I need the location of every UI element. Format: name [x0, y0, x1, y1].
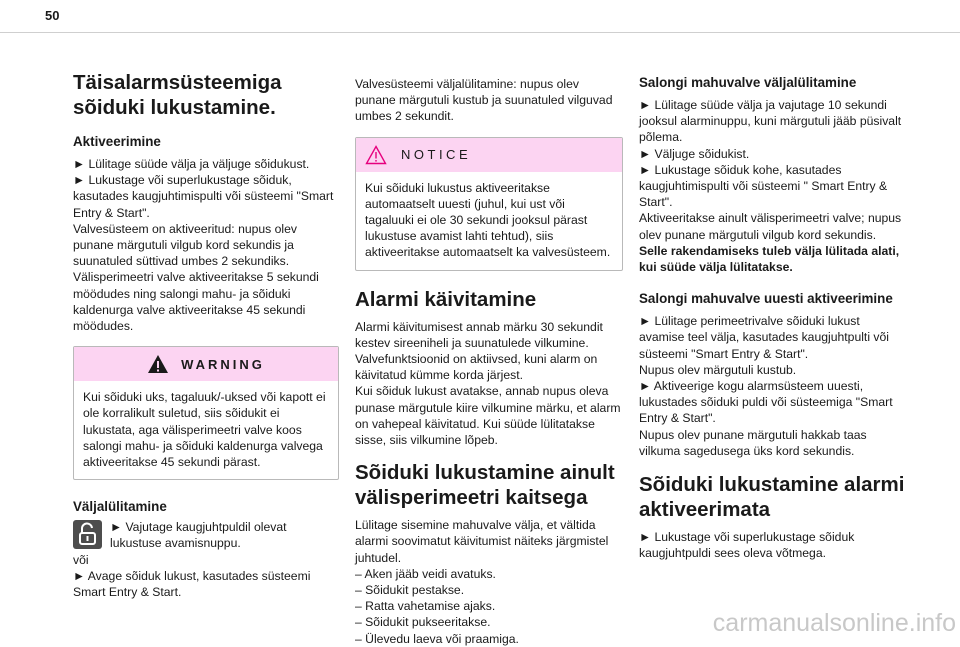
column-3 [639, 74, 905, 561]
no-alarm-lock-text: ► Lukustage või superlukustage sõiduk kaugjuhtpuldi sees oleva võtmega. [639, 530, 855, 561]
warning-header [74, 347, 338, 381]
alarm-trigger-title: Alarmi käivitamine [355, 287, 537, 311]
activation-heading: Aktiveerimine [73, 134, 161, 149]
or-text: või [73, 552, 89, 567]
interior-on-info: Nupus olev märgutuli kustub. [639, 362, 797, 377]
activation-step-1: ► Lülitage süüde välja ja väljuge sõidukust. [73, 157, 310, 171]
deactivation-result: Valvesüsteemi väljalülitamine: nupus olev punane märgutuli kustub ja suunatuled vilguvad umbes 2 sekundit. [355, 77, 613, 124]
interior-off-heading: Salongi mahuvalve väljalülitamine [639, 75, 857, 90]
column-2 [355, 76, 623, 647]
interior-on-step: ► Aktiveerige kogu alarmsüsteem uuesti, lukustades sõiduki puldi või süsteemiga "Smart Entry & Start". [639, 379, 893, 426]
deactivation-alt: ► Avage sõiduk lukust, kasutades süsteemi Smart Entry & Start. [73, 568, 311, 600]
activation-perimeter-info: Välisperimeetri valve aktiveeritakse 5 sekundi möödudes ning salongi mahu- ja sõiduki kaldenurga valve aktiveeritakse 45 sekundi möödudes. [73, 270, 319, 334]
header-divider [0, 32, 960, 33]
warning-text: Kui sõiduki uks, tagaluuk/-uksed või kapott ei ole korralikult suletud, siis sõidukit ei lukustata, aga välisperimeetri valve koos salongi mahu- ja sõiduki kaldenurga valvega aktiveeritakse 45 sekundi pärast. [83, 390, 326, 470]
deactivation-icon-row [73, 519, 339, 551]
perimeter-list-item: – Ülevedu laeva või praamiga. [355, 631, 519, 646]
column-1 [73, 70, 339, 600]
watermark: carmanualsonline.info [712, 609, 956, 637]
interior-off-info: Aktiveeritakse ainult välisperimeetri valve; nupus olev punane märgutuli vilgub kord sekundis. [639, 211, 902, 242]
perimeter-list-item: – Sõidukit pukseeritakse. [355, 615, 491, 630]
deactivation-icon-text: ► Vajutage kaugjuhtpuldil olevat lukustuse avamisnuppu. [110, 520, 287, 551]
activation-step-2: ► Lukustage või superlukustage sõiduk, kasutades kaugjuhtimispulti või süsteemi "Smart Entry & Start". [73, 173, 334, 220]
warning-box [73, 346, 339, 480]
no-alarm-lock-title: Sõiduki lukustamine alarmi aktiveerimata [639, 473, 905, 522]
notice-box [355, 137, 623, 271]
notice-header [356, 138, 622, 172]
notice-text: Kui sõiduki lukustus aktiveeritakse automaatselt uuesti (juhul, kui ust või tagaluuki ei ole 30 sekundi jooksul pärast lukustuse avamist lahti tehtud), siis aktiveeritakse automaatselt ka valvesüsteem. [365, 180, 611, 260]
interior-on-step: ► Lülitage perimeetrivalve sõiduki lukust avamise teel välja, kasutades kaugjuhtpulti või süsteemi "Smart Entry & Start". [639, 314, 889, 361]
warning-triangle-icon [147, 354, 169, 374]
notice-triangle-icon [365, 145, 387, 165]
alarm-trigger-text: Alarmi käivitumisest annab märku 30 sekundit kestev sireeniheli ja suunatulede vilkumine. Valvefunktsioonid on aktiivsed, kuni alarm on käivitatud kümme korda järjest. Kui sõiduk lukust avatakse, annab nupus oleva punase märgutule kiire vilkumine märku, et alarm on vahepeal käivitatud. Kui süüde lülitatakse sisse, siis vilkumine lõpeb. [355, 319, 621, 448]
perimeter-lock-title: Sõiduki lukustamine ainult välisperimeetri kaitsega [355, 461, 615, 510]
interior-off-step: ► Lukustage sõiduk kohe, kasutades kaugjuhtimispulti või süsteemi " Smart Entry & Start". [639, 162, 888, 210]
page-number: 50 [45, 8, 60, 23]
page-title: Täisalarmsüsteemiga sõiduki lukustamine. [73, 71, 282, 119]
warning-title: WARNING [181, 356, 265, 372]
perimeter-list-item: – Ratta vahetamise ajaks. [355, 599, 496, 614]
interior-off-note: Selle rakendamiseks tuleb välja lülitada alati, kui süüde välja lülitatakse. [639, 243, 900, 275]
interior-off-step: ► Väljuge sõidukist. [639, 146, 750, 161]
perimeter-list-item: – Aken jääb veidi avatuks. [355, 566, 496, 581]
deactivation-heading: Väljalülitamine [73, 499, 167, 515]
unlock-icon [73, 520, 102, 549]
interior-off-step: ► Lülitage süüde välja ja vajutage 10 sekundi jooksul alarminuppu, kuni märgutuli jääb püsivalt põlema. [639, 98, 902, 145]
activation-info: Valvesüsteem on aktiveeritud: nupus olev punane märgutuli vilgub kord sekundis ja suunatuled süttivad umbes 2 sekundiks. [73, 221, 298, 269]
interior-on-heading: Salongi mahuvalve uuesti aktiveerimine [639, 291, 893, 307]
perimeter-list-item: – Sõidukit pestakse. [355, 583, 465, 598]
perimeter-intro: Lülitage sisemine mahuvalve välja, et vältida alarmi soovimatut käivitumist näiteks järgmistel juhtudel. [355, 518, 609, 565]
interior-on-info: Nupus olev punane märgutuli hakkab taas vilkuma sagedusega üks kord sekundis. [639, 427, 867, 458]
notice-title: NOTICE [401, 147, 472, 163]
